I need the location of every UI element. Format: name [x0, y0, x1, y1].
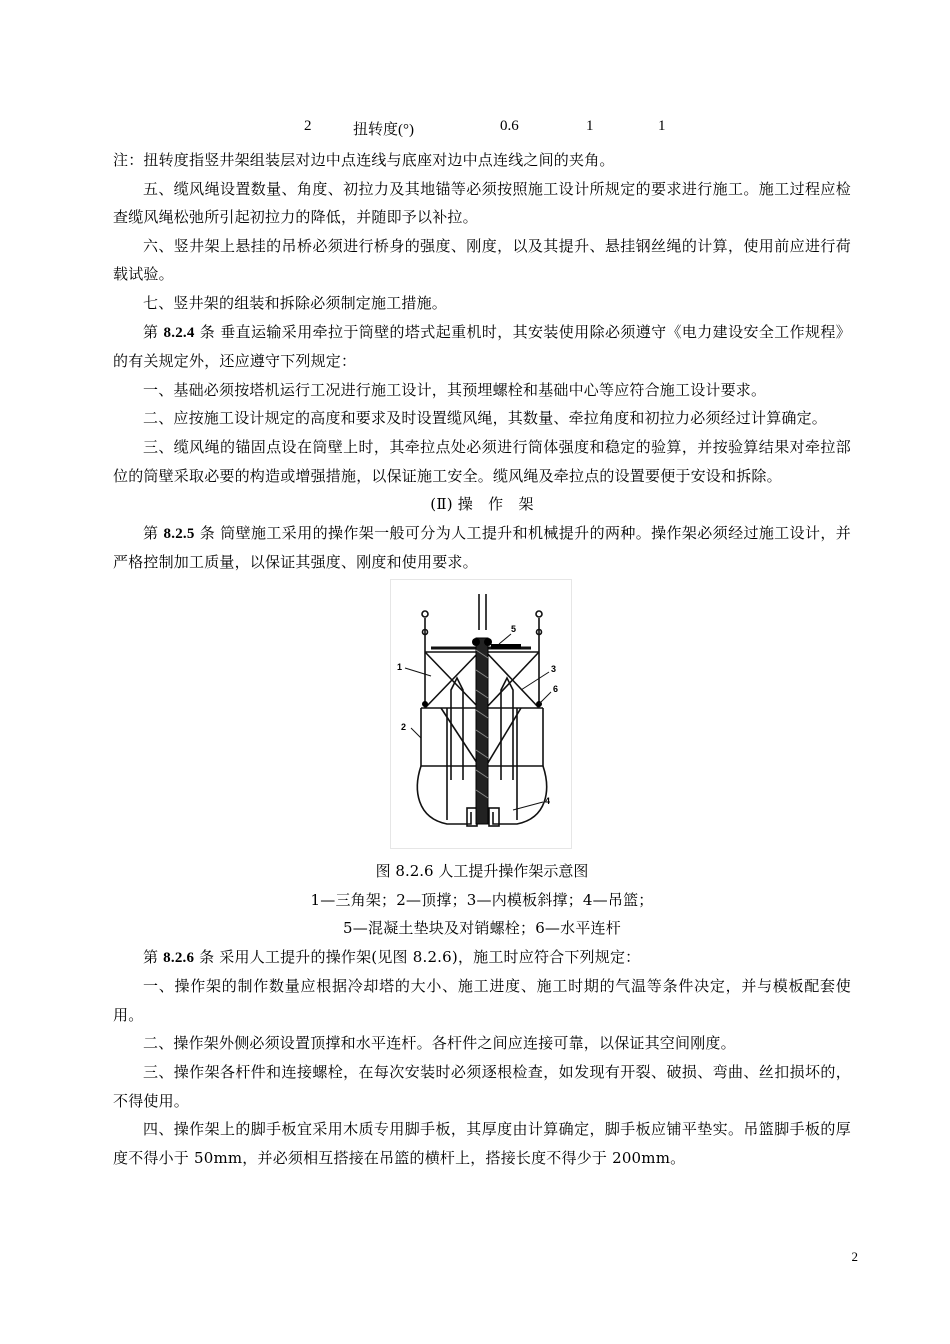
figure-legend-line-2: 5—混凝土垫块及对销螺栓；6—水平连杆 [343, 919, 621, 938]
figure-label-1: 1 [397, 661, 403, 672]
clause-8-2-4 [113, 318, 851, 376]
clause-8-2-6-item-3: 三、操作架各杆件和连接螺栓，在每次安装时必须逐根检查，如发现有开裂、破损、弯曲、丝扣损坏的，不得使用。 [113, 1063, 851, 1110]
body-text [113, 146, 851, 1172]
clause-8-2-5 [113, 519, 851, 577]
table-note: 注：扭转度指竖井架组装层对边中点连线与底座对边中点连线之间的夹角。 [113, 151, 615, 169]
page-number: 2 [851, 1249, 858, 1264]
frame-diagram [391, 580, 571, 848]
clause-prefix: 第 [143, 322, 164, 341]
figure-legend-line-1: 1—三角架；2—顶撑；3—内模板斜撑；4—吊篮； [310, 890, 654, 909]
clause-8-2-4-item-1: 一、基础必须按塔机运行工况进行施工设计，其预埋螺栓和基础中心等应符合施工设计要求。 [143, 380, 767, 399]
clause-8-2-4-item-2: 二、应按施工设计规定的高度和要求及时设置缆风绳，其数量、牵拉角度和初拉力必须经过计算确定。 [143, 409, 828, 428]
figure-label-4: 4 [545, 795, 551, 806]
clause-prefix: 第 [143, 523, 164, 542]
table-cell-value-3: 1 [658, 118, 666, 134]
table-cell-value-2: 1 [586, 118, 594, 134]
table-row [0, 118, 950, 140]
clause-8-2-6 [113, 943, 851, 973]
figure-label-6: 6 [553, 683, 559, 694]
figure-label-3: 3 [551, 663, 557, 674]
clause-number: 8.2.4 [163, 324, 195, 341]
clause-text: 条 筒壁施工采用的操作架一般可分为人工提升和机械提升的两种。操作架必须经过施工设计，并严格控制加工质量，以保证其强度、刚度和使用要求。 [113, 523, 851, 572]
table-cell-index: 2 [304, 118, 312, 134]
clause-prefix: 第 [143, 947, 164, 966]
figure-label-5: 5 [511, 623, 517, 634]
clause-number: 8.2.5 [163, 525, 195, 542]
figure-label-2: 2 [401, 721, 407, 732]
clause-8-2-6-item-4: 四、操作架上的脚手板宜采用木质专用脚手板，其厚度由计算确定，脚手板应铺平垫实。吊篮脚手板的厚度不得小于 50mm，并必须相互搭接在吊篮的横杆上，搭接长度不得少于 200mm。 [113, 1120, 851, 1167]
paragraph-item-5: 五、缆风绳设置数量、角度、初拉力及其地锚等必须按照施工设计所规定的要求进行施工。施工过程应检查缆风绳松弛所引起初拉力的降低，并随即予以补拉。 [113, 179, 851, 227]
figure-caption: 图 8.2.6 人工提升操作架示意图 [375, 861, 589, 880]
section-title: (Ⅱ) 操 作 架 [430, 495, 534, 514]
paragraph-item-7: 七、竖井架的组装和拆除必须制定施工措施。 [143, 293, 448, 312]
paragraph-item-6: 六、竖井架上悬挂的吊桥必须进行桥身的强度、刚度，以及其提升、悬挂钢丝绳的计算，使用前应进行荷载试验。 [113, 236, 851, 284]
table-cell-value-1: 0.6 [500, 118, 519, 134]
table-cell-item: 扭转度(°) [353, 122, 414, 138]
clause-8-2-4-item-3: 三、缆风绳的锚固点设在筒壁上时，其牵拉点处必须进行筒体强度和稳定的验算，并按验算结果对牵拉部位的筒壁采取必要的构造或增强措施，以保证施工安全。缆风绳及牵拉点的设置要便于安设和拆除。 [113, 437, 851, 485]
clause-text: 条 垂直运输采用牵拉于筒壁的塔式起重机时，其安装使用除必须遵守《电力建设安全工作规程》的有关规定外，还应遵守下列规定： [113, 322, 851, 371]
clause-8-2-6-item-1: 一、操作架的制作数量应根据冷却塔的大小、施工进度、施工时期的气温等条件决定，并与模板配套使用。 [113, 977, 851, 1024]
figure-operating-frame [390, 579, 572, 849]
clause-8-2-6-item-2: 二、操作架外侧必须设置顶撑和水平连杆。各杆件之间应连接可靠，以保证其空间刚度。 [143, 1034, 736, 1053]
clause-number: 8.2.6 [163, 949, 195, 966]
clause-text: 条 采用人工提升的操作架(见图 8.2.6)，施工时应符合下列规定： [194, 947, 641, 966]
